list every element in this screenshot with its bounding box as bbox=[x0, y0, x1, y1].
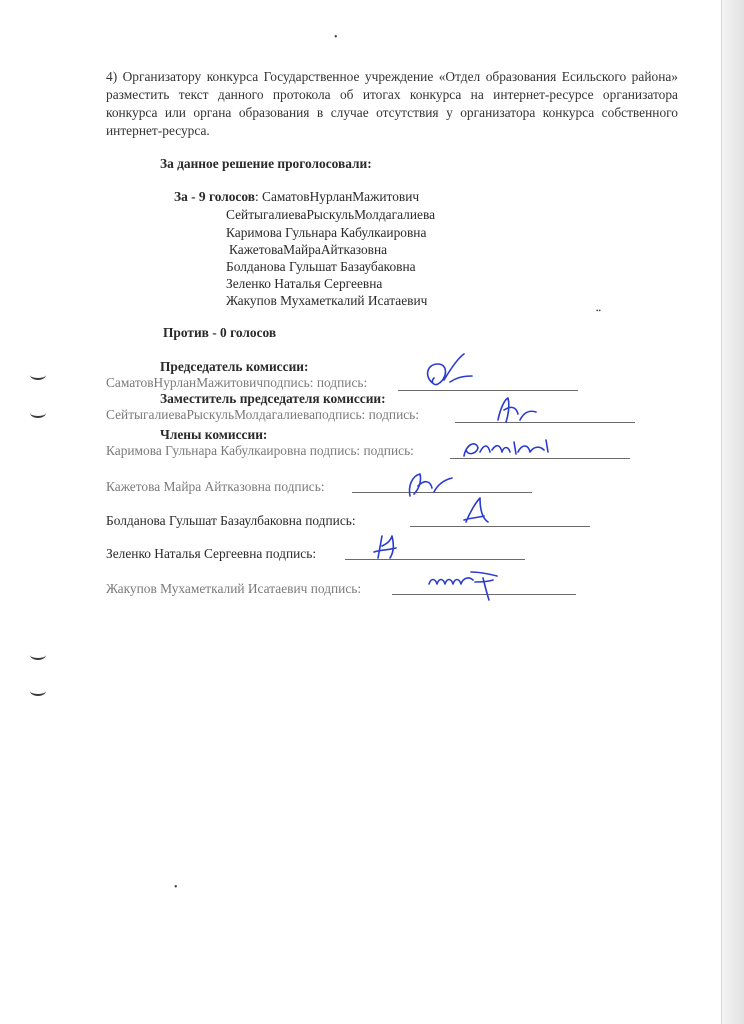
members-heading: Члены комиссии: bbox=[160, 427, 268, 442]
chair-heading: Председатель комиссии: bbox=[160, 359, 309, 374]
page-edge-line bbox=[721, 0, 722, 1024]
signature-underline bbox=[410, 526, 590, 527]
voter-name: Каримова Гульнара Кабулкаировна bbox=[226, 225, 427, 240]
voter-name: Зеленко Наталья Сергеевна bbox=[226, 276, 383, 291]
member-signature-line: Кажетова Майра Айтказовна подпись: bbox=[106, 479, 325, 494]
scan-speck: •• bbox=[596, 307, 601, 315]
deputy-signature-line: СейтыгалиеваРыскульМолдагалиеваподпись: подпись: bbox=[106, 407, 420, 422]
member-signature bbox=[460, 494, 500, 528]
vote-heading: За данное решение проголосовали: bbox=[160, 156, 372, 171]
member-signature-line: Каримова Гульнара Кабулкаировна подпись: подпись: bbox=[106, 443, 414, 458]
member-signature bbox=[368, 530, 408, 562]
punch-hole-mark bbox=[30, 370, 46, 380]
punch-hole-mark bbox=[30, 408, 46, 418]
voter-name: : СаматовНурланМажитович bbox=[254, 189, 420, 204]
member-signature bbox=[400, 466, 460, 502]
deputy-signature bbox=[490, 392, 550, 428]
chair-signature-line: СаматовНурланМажитовичподпись: подпись: bbox=[106, 375, 368, 390]
member-signature-line: Зеленко Наталья Сергеевна подпись: bbox=[106, 546, 317, 561]
member-signature bbox=[460, 434, 560, 464]
page-edge bbox=[722, 0, 744, 1024]
votes-against: Против - 0 голосов bbox=[163, 325, 277, 340]
voter-name: Жакупов Мухаметкалий Исатаевич bbox=[226, 293, 428, 308]
member-signature bbox=[425, 566, 515, 606]
member-signature-line: Болданова Гульшат Базаулбаковна подпись: bbox=[106, 513, 356, 528]
deputy-heading: Заместитель председателя комиссии: bbox=[160, 391, 386, 406]
voter-name: СейтыгалиеваРыскульМолдагалиева bbox=[226, 207, 436, 222]
voter-name: КажетоваМайраАйтказовна bbox=[229, 242, 388, 257]
scan-speck: • bbox=[334, 32, 338, 43]
chair-signature bbox=[420, 350, 500, 395]
votes-for-first-line bbox=[174, 188, 419, 206]
scan-speck: • bbox=[174, 882, 178, 893]
punch-hole-mark bbox=[30, 650, 46, 660]
member-signature-line: Жакупов Мухаметкалий Исатаевич подпись: bbox=[106, 581, 362, 596]
paragraph-publication: 4) Организатору конкурса Государственное учреждение «Отдел образования Есильского района» разместить текст данного протокола об итогах конкурса на интернет-ресурсе организатора конкурса или органа образования в случае отсутствия у организатора конкурса собственного интернет-ресурса. bbox=[106, 69, 678, 138]
punch-hole-mark bbox=[30, 686, 46, 696]
votes-for-label: За - 9 голосов bbox=[174, 189, 255, 204]
voter-name: Болданова Гульшат Базаубаковна bbox=[226, 259, 416, 274]
